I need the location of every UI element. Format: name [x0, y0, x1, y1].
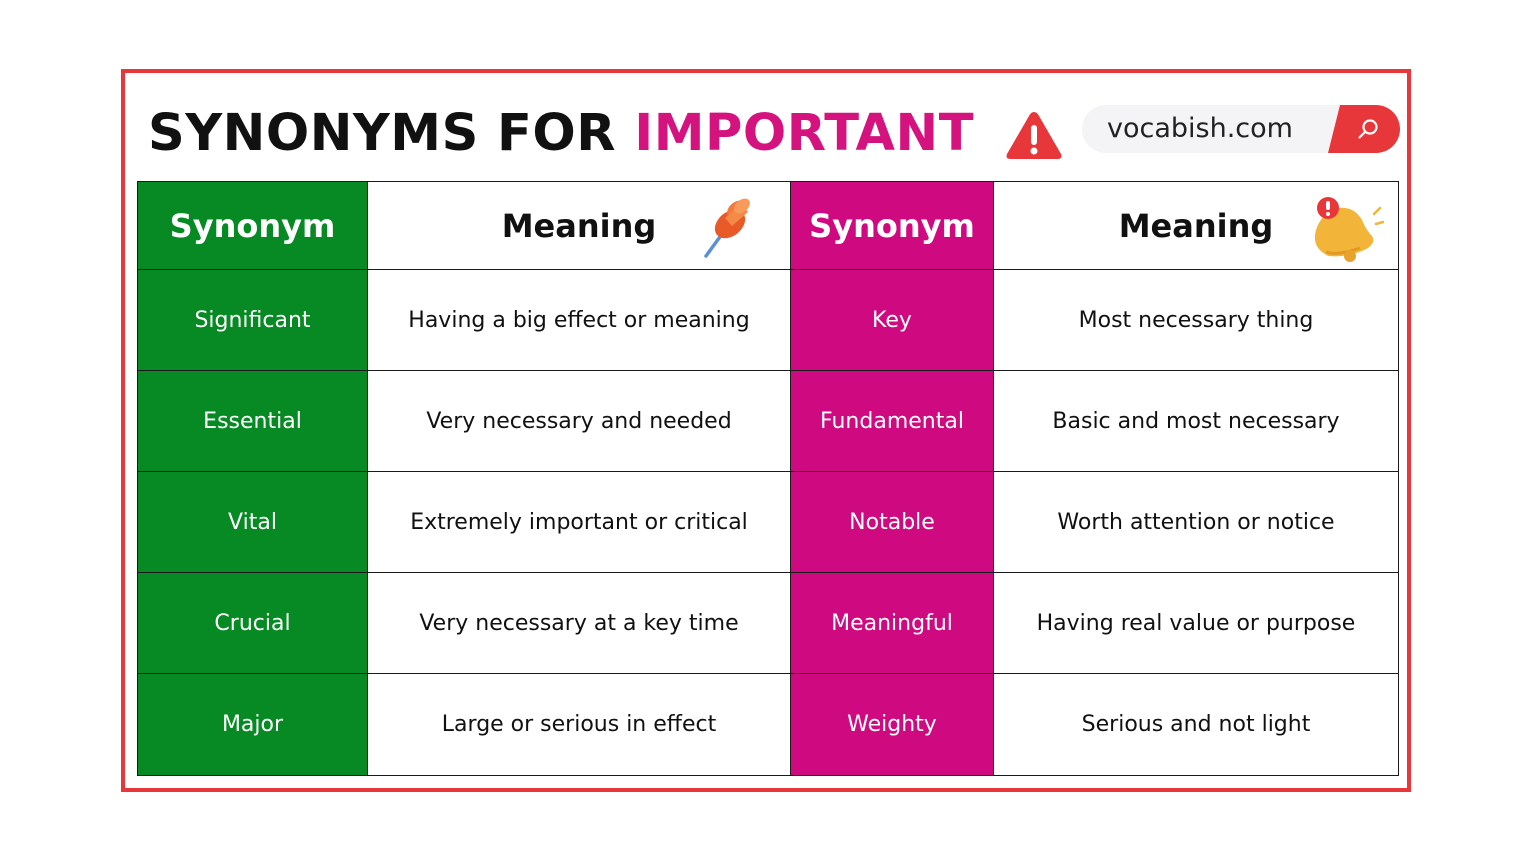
synonym-cell: Key: [791, 270, 994, 371]
synonym-cell: Weighty: [791, 674, 994, 775]
meaning-cell: Having real value or purpose: [994, 573, 1398, 674]
synonym-cell: Vital: [138, 472, 368, 573]
meaning-cell: Very necessary and needed: [368, 371, 791, 472]
header-meaning-right-label: Meaning: [1118, 206, 1274, 245]
header-meaning-left: [368, 182, 791, 270]
meaning-cell: Worth attention or notice: [994, 472, 1398, 573]
search-text: vocabish.com: [1107, 113, 1293, 144]
search-bar[interactable]: [1082, 105, 1400, 153]
synonym-cell: Essential: [138, 371, 368, 472]
bell-alert-icon: [1302, 194, 1384, 266]
meaning-cell: Very necessary at a key time: [368, 573, 791, 674]
meaning-cell: Having a big effect or meaning: [368, 270, 791, 371]
header-meaning-left-label: Meaning: [501, 206, 657, 245]
header-synonym-left: Synonym: [138, 182, 368, 270]
synonym-cell: Meaningful: [791, 573, 994, 674]
search-button[interactable]: [1328, 105, 1400, 153]
meaning-cell: Most necessary thing: [994, 270, 1398, 371]
meaning-cell: Extremely important or critical: [368, 472, 791, 573]
search-icon: [1356, 117, 1380, 141]
page-title: [148, 101, 974, 167]
meaning-cell: Serious and not light: [1081, 712, 1311, 737]
meaning-cell: Basic and most necessary: [994, 371, 1398, 472]
title-prefix: SYNONYMS FOR: [148, 104, 617, 163]
title-accent: IMPORTANT: [634, 104, 974, 163]
pushpin-icon: [692, 192, 756, 264]
synonym-cell: Fundamental: [791, 371, 994, 472]
synonym-cell: Significant: [138, 270, 368, 371]
header-meaning-right: [994, 182, 1398, 270]
synonyms-table: [137, 181, 1399, 776]
synonym-cell: Crucial: [138, 573, 368, 674]
warning-triangle-icon: [1004, 108, 1064, 162]
meaning-cell: Large or serious in effect: [368, 674, 791, 775]
synonym-cell: Notable: [791, 472, 994, 573]
synonym-cell: Major: [138, 674, 368, 775]
header-synonym-right: Synonym: [791, 182, 994, 270]
